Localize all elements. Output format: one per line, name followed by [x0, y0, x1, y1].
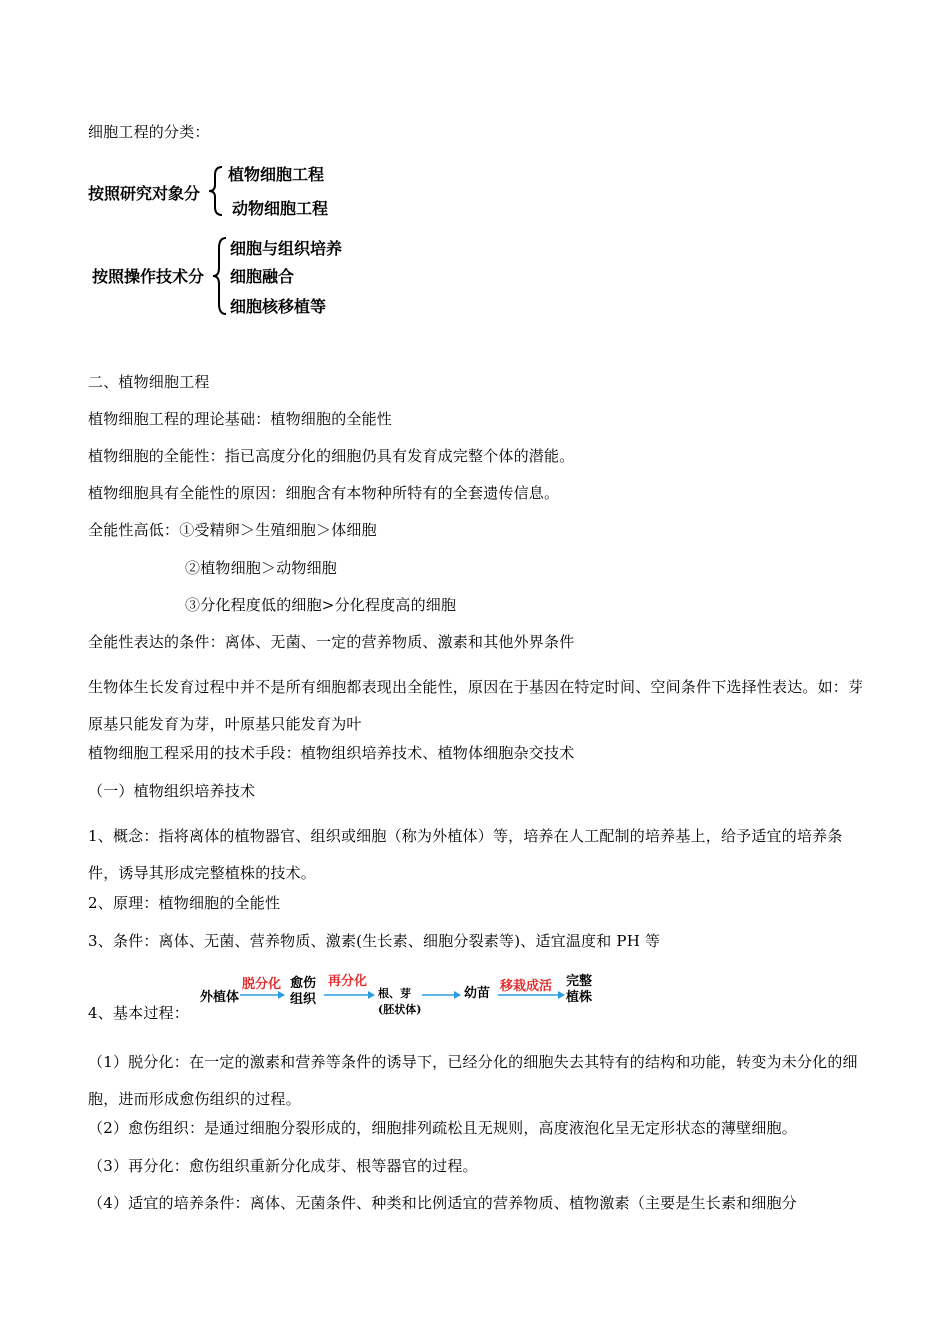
process-flow-diagram [200, 970, 620, 1020]
flow-node: 完整 植株 [566, 974, 593, 1005]
classification-title: 细胞工程的分类： [88, 123, 210, 141]
sub-heading: （一）植物组织培养技术 [88, 782, 256, 800]
flow-node: 愈伤 组织 [290, 976, 317, 1007]
paragraph-culture-conditions: （4）适宜的培养条件：离体、无菌条件、种类和比例适宜的营养物质、植物激素（主要是生长素和细胞分 [88, 1194, 797, 1212]
paragraph-callus: （2）愈伤组织：是通过细胞分裂形成的，细胞排列疏松且无规则，高度液泡化呈无定形状态的薄壁细胞。 [88, 1119, 797, 1137]
flow-node: 幼苗 [464, 986, 491, 1001]
paragraph-selective-expression: 生物体生长发育过程中并不是所有细胞都表现出全能性，原因在于基因在特定时间、空间条件下选择性表达。如：芽原基只能发育为芽，叶原基只能发育为叶 [88, 678, 864, 733]
classification-item: 细胞核移植等 [230, 297, 327, 316]
arrow-right-icon [240, 990, 286, 1000]
classification-group-label: 按照研究对象分 [88, 184, 201, 203]
classification-group-label: 按照操作技术分 [92, 267, 205, 286]
classification-item: 植物细胞工程 [228, 165, 325, 184]
paragraph-conditions: 3、条件：离体、无菌、营养物质、激素(生长素、细胞分裂素等)、适宜温度和 PH 等 [88, 932, 661, 950]
flow-step-label: 移栽成活 [500, 979, 553, 994]
process-label: 4、基本过程： [88, 1004, 189, 1022]
arrow-right-icon [422, 990, 462, 1000]
paragraph-totipotency-reason: 植物细胞具有全能性的原因：细胞含有本物种所特有的全套遗传信息。 [88, 484, 560, 502]
paragraph-dedifferentiation: （1）脱分化：在一定的激素和营养等条件的诱导下，已经分化的细胞失去其特有的结构和功能，转变为未分化的细胞，进而形成愈伤组织的过程。 [88, 1053, 858, 1108]
brace-icon [211, 236, 229, 316]
flow-step-label: 脱分化 [242, 977, 282, 992]
arrow-right-icon [324, 990, 376, 1000]
classification-item: 细胞与组织培养 [230, 239, 343, 258]
paragraph-basis: 植物细胞工程的理论基础：植物细胞的全能性 [88, 410, 393, 428]
flow-node: 根、芽 (胚状体) [378, 987, 422, 1016]
paragraph-techniques: 植物细胞工程采用的技术手段：植物组织培养技术、植物体细胞杂交技术 [88, 744, 575, 762]
paragraph-level-1: 全能性高低：①受精卵＞生殖细胞＞体细胞 [88, 521, 377, 539]
section-heading: 二、植物细胞工程 [88, 373, 210, 391]
paragraph-level-2: ②植物细胞＞动物细胞 [185, 559, 338, 577]
classification-item: 细胞融合 [230, 267, 295, 286]
paragraph-redifferentiation: （3）再分化：愈伤组织重新分化成芽、根等器官的过程。 [88, 1157, 478, 1175]
arrow-right-icon [498, 990, 566, 1000]
paragraph-concept: 1、概念：指将离体的植物器官、组织或细胞（称为外植体）等，培养在人工配制的培养基上，给予适宜的培养条件，诱导其形成完整植株的技术。 [88, 827, 843, 882]
flow-node: 外植体 [200, 990, 240, 1005]
classification-item: 动物细胞工程 [232, 199, 329, 218]
paragraph-level-3: ③分化程度低的细胞>分化程度高的细胞 [185, 596, 457, 614]
paragraph-totipotency-definition: 植物细胞的全能性：指已高度分化的细胞仍具有发育成完整个体的潜能。 [88, 447, 575, 465]
brace-icon [207, 165, 225, 217]
paragraph-principle: 2、原理：植物细胞的全能性 [88, 894, 281, 912]
paragraph-expression-conditions: 全能性表达的条件：离体、无菌、一定的营养物质、激素和其他外界条件 [88, 633, 575, 651]
flow-step-label: 再分化 [328, 974, 368, 989]
